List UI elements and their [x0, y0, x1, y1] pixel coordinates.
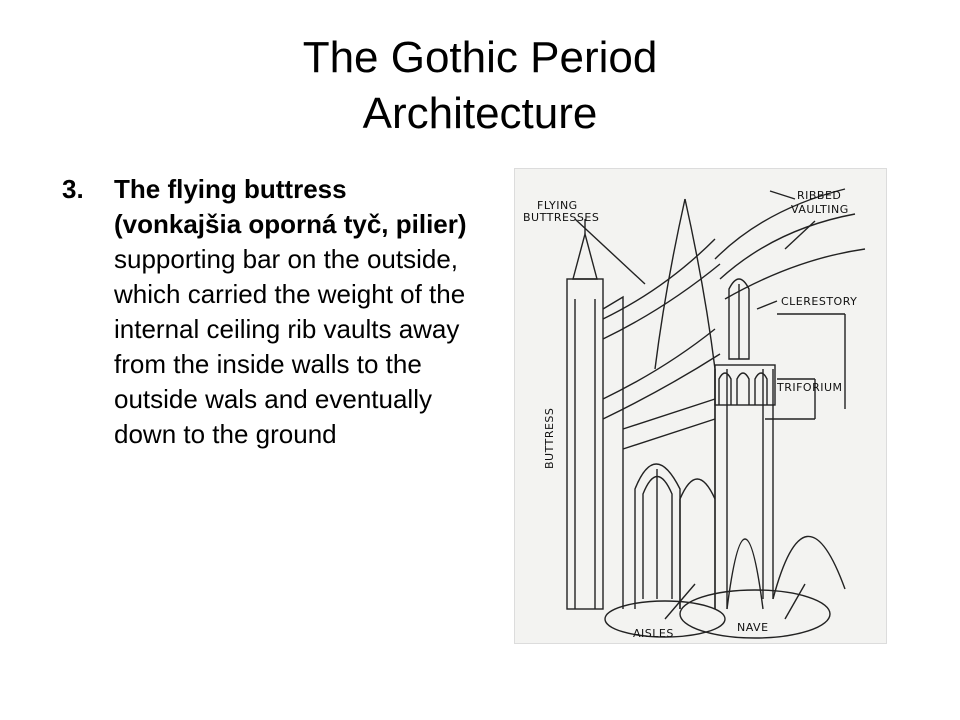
label-nave: NAVE	[737, 621, 769, 634]
label-ribbed: RIBBED	[797, 189, 842, 202]
list-number: 3.	[62, 174, 84, 204]
label-buttresses: BUTTRESSES	[523, 211, 600, 224]
label-triforium: TRIFORIUM	[777, 381, 843, 394]
slide-title	[0, 30, 960, 142]
list-item	[62, 172, 472, 452]
gothic-cathedral-diagram	[514, 168, 887, 644]
title-line-2: Architecture	[362, 89, 598, 138]
label-clerestory: CLERESTORY	[781, 295, 858, 308]
label-aisles: AISLES	[633, 627, 674, 640]
bold-term: The flying buttress (vonkajšia oporná tyč, pilier)	[114, 174, 467, 239]
description-text: supporting bar on the outside, which carried the weight of the internal ceiling rib vaults away from the inside walls to the outside wals and eventually down to the ground	[114, 244, 466, 449]
label-vaulting: VAULTING	[791, 203, 849, 216]
label-buttress: BUTTRESS	[543, 407, 556, 469]
diagram-drawing	[515, 169, 886, 643]
bullet-list	[62, 172, 472, 452]
label-flying: FLYING	[537, 199, 578, 212]
title-line-1: The Gothic Period	[302, 33, 658, 82]
